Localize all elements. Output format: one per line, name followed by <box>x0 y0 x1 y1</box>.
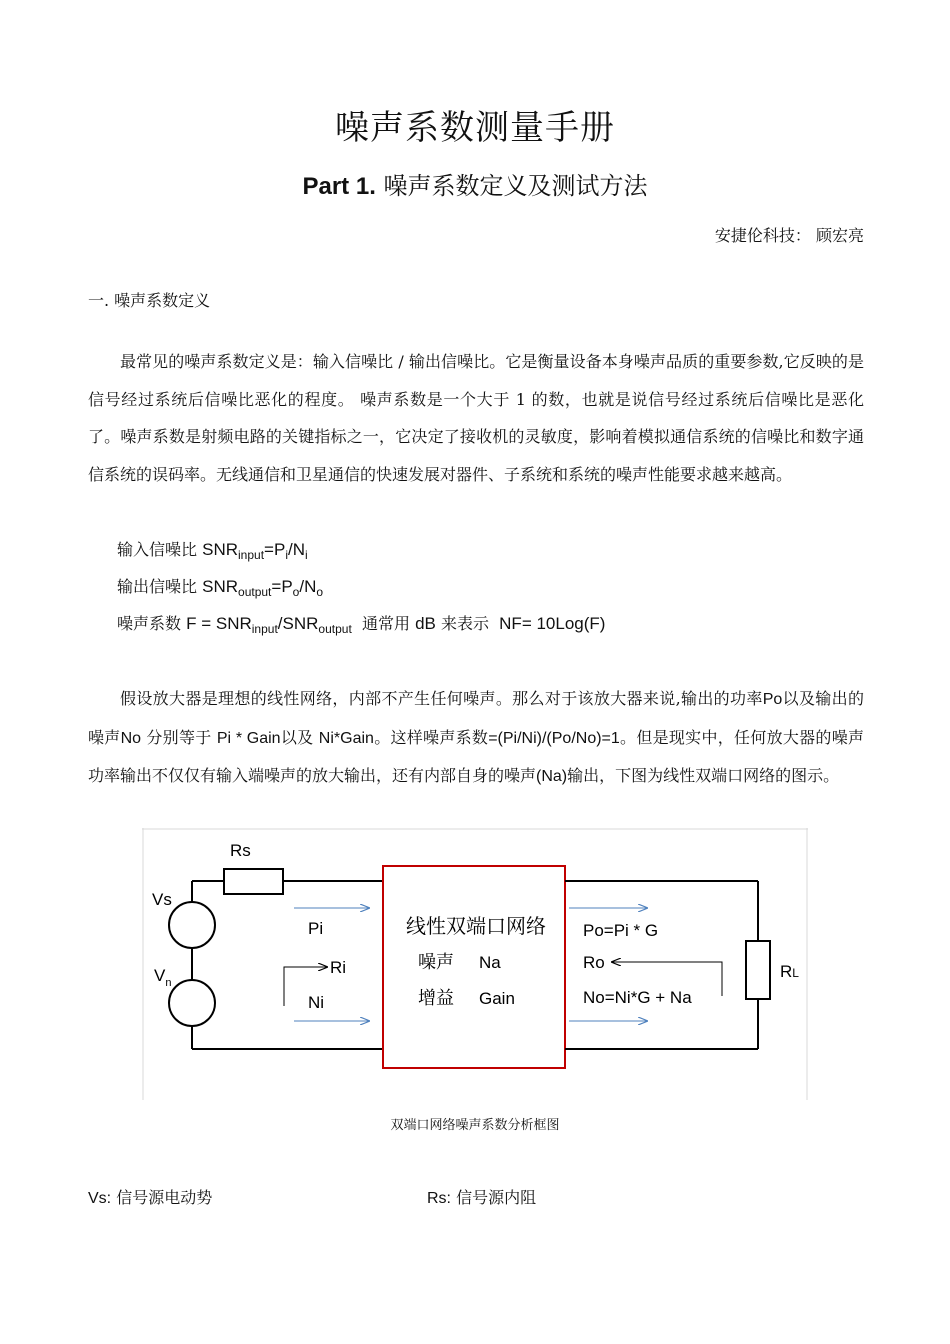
label-rs: Rs <box>230 841 251 860</box>
text-run: Po <box>762 691 783 708</box>
label-vn-sub: n <box>165 977 172 989</box>
label-gain-value: Gain <box>479 989 515 1008</box>
definition-symbol: Vs: <box>88 1190 112 1207</box>
text-run: 分别等于 <box>141 727 217 747</box>
label-noise: 噪声 <box>418 952 454 972</box>
formula-sub: i <box>305 548 308 562</box>
formula-sub: output <box>238 585 272 599</box>
label-vs: Vs <box>152 890 172 909</box>
label-rl <box>780 962 799 981</box>
text-run: 以及 <box>280 727 319 747</box>
formula-eq: =P <box>264 540 286 559</box>
author-line: 安捷伦科技： 顾宏亮 <box>714 226 864 245</box>
document-title: 噪声系数测量手册 <box>335 108 615 148</box>
definition-text: 信号源内阻 <box>456 1188 537 1207</box>
text-run: =(Pi/Ni)/(Po/No)=1 <box>488 729 620 747</box>
text-run: 假设放大器是理想的线性网络，内部不产生任何噪声。那么对于该放大器来说,输出的功率 <box>120 689 763 708</box>
section-heading: 一. 噪声系数定义 <box>88 291 211 310</box>
text-run: Pi * Gain <box>216 729 281 747</box>
text-run: No <box>120 729 142 747</box>
two-port-network-diagram <box>142 828 808 1100</box>
formula-snr: SNR <box>202 577 239 596</box>
formula-eq: =P <box>271 577 293 596</box>
formula-text: 来表示 <box>440 614 489 633</box>
label-rl-main: R <box>780 962 793 981</box>
label-vn <box>154 966 171 989</box>
network-box <box>383 866 565 1068</box>
text-run: (Na) <box>536 768 568 785</box>
label-network: 线性双端口网络 <box>406 916 546 938</box>
label-rl-sub: L <box>792 966 799 980</box>
subtitle-part: Part 1. <box>302 173 376 200</box>
formula-sub: input <box>238 548 265 562</box>
formula-label: 输出信噪比 <box>117 577 198 596</box>
label-ro: Ro <box>583 953 605 972</box>
definition-rs <box>427 1185 536 1208</box>
formula-snr: SNR <box>202 540 239 559</box>
vn-source <box>169 980 215 1026</box>
vs-source <box>169 902 215 948</box>
label-vn-main: V <box>154 966 166 985</box>
formula-lhs: F = SNR <box>186 614 252 633</box>
definition-text: 信号源电动势 <box>116 1188 213 1207</box>
formula-db: dB <box>415 614 436 633</box>
formula-nf: NF= 10Log(F) <box>499 614 606 633</box>
formula-sub: o <box>316 585 324 599</box>
formula-output-snr <box>117 574 323 599</box>
figure-caption: 双端口网络噪声系数分析框图 <box>390 1118 560 1133</box>
paragraph-amplifier <box>88 680 864 796</box>
formula-label: 输入信噪比 <box>117 540 198 559</box>
formula-sub: i <box>285 548 288 562</box>
formula-noise-figure <box>117 611 605 636</box>
formula-sub: output <box>318 622 352 636</box>
formula-text: 通常用 <box>361 614 410 633</box>
formula-sub: input <box>251 622 278 636</box>
rl-resistor <box>746 941 770 999</box>
formula-label: 噪声系数 <box>117 614 182 633</box>
text-run: 。但是现实中，任何放大器的噪声功率输出不仅仅有输入端噪声的放大输出，还有内部自身的噪声 <box>88 727 864 785</box>
text-run: 输出，下图为线性双端口网络的图示。 <box>567 766 840 785</box>
paragraph-definition: 最常见的噪声系数定义是：输入信噪比 / 输出信噪比。它是衡量设备本身噪声品质的重要参数,它反映的是信号经过系统后信噪比恶化的程度。 噪声系数是一个大于 1 的数，也就是说信号经过系统后信噪比是恶化了。噪声系数是射频电路的关键指标之一，它决定了接收机的灵敏度，影响着模拟通信系统的信噪比和数字通信系统的误码率。无线通信和卫星通信的快速发展对器件、子系统和系统的噪声性能要求越来越高。 <box>88 352 864 484</box>
formula-slash: /N <box>299 577 317 596</box>
label-noise-value: Na <box>479 953 501 972</box>
formula-mid: /SNR <box>277 614 319 633</box>
formula-slash: /N <box>288 540 305 559</box>
label-ni: Ni <box>308 993 325 1012</box>
formula-input-snr <box>117 537 308 562</box>
text-run: 以及输出的噪声 <box>88 689 864 747</box>
label-po: Po=Pi * G <box>583 921 659 940</box>
rs-resistor <box>224 869 283 894</box>
subtitle-text: 噪声系数定义及测试方法 <box>383 172 648 200</box>
label-gain: 增益 <box>418 988 454 1008</box>
document-subtitle <box>0 166 950 201</box>
formula-sub: o <box>292 585 300 599</box>
source-circuit <box>169 869 383 1049</box>
definition-symbol: Rs: <box>427 1190 451 1207</box>
text-run: Ni*Gain <box>318 729 374 747</box>
label-ri: Ri <box>330 958 347 977</box>
definition-vs <box>88 1185 212 1208</box>
label-no: No=Ni*G + Na <box>583 988 692 1007</box>
label-pi: Pi <box>308 919 324 938</box>
text-run: 。这样噪声系数 <box>373 727 489 747</box>
